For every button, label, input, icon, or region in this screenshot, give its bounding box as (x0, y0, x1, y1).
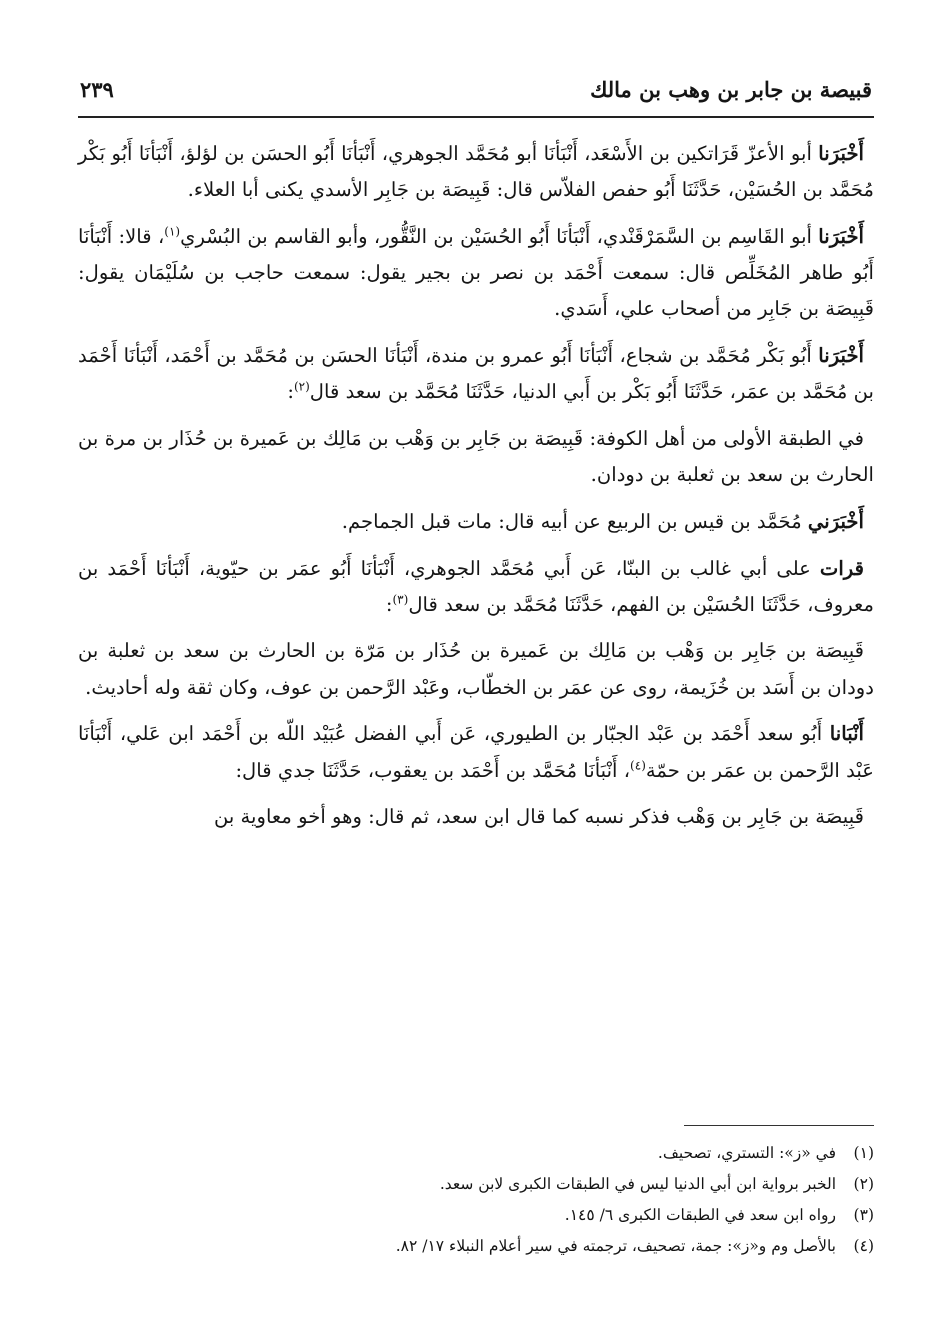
paragraph-lead-word: أَخْبَرَنا (818, 224, 864, 248)
paragraph (78, 136, 874, 208)
page-body (78, 136, 874, 846)
paragraph-lead-word: أَنْبَانا (829, 722, 864, 746)
footnote-ref[interactable]: (١) (164, 224, 181, 239)
footnote-text: في «ز»: التستري، تصحيف. (657, 1144, 836, 1162)
footnote-marker: (٢) (853, 1175, 874, 1193)
paragraph-tail: : (287, 380, 294, 404)
paragraph-lead-word: أَخْبَرَنا (818, 142, 864, 165)
paragraph-text: على أبي غالب بن البنّا، عَن أَبي مُحَمَّد الجوهري، أَنْبَأنَا أَبُو عمَر بن حيّوية، أَنْبَأنَا أَحْمَد بن معروف، حَدَّثَنَا الحُسَيْن بن الفهم، حَدَّثَنَا مُحَمَّد بن سعد قال (78, 556, 874, 616)
footnote-ref[interactable]: (٢) (293, 379, 310, 394)
footnote-marker: (٤) (853, 1237, 874, 1255)
paragraph (78, 421, 874, 493)
paragraph-text: أبو القَاسِم بن السَّمَرْقَنْدي، أَنْبَأنَا أَبُو الحُسَيْن بن النَّقُّور، وأبو القاسم بن البُسْري (180, 224, 819, 248)
paragraph (78, 716, 874, 788)
paragraph-text: أبو الأعزّ قَرَاتكين بن الأَسْعَد، أَنْبَأنَا أبو مُحَمَّد الجوهري، أَنْبَأنَا أَبُو الحسَن بن لؤلؤ، أَنْبَأنَا أَبُو بَكْر مُحَمَّد بن الحُسَيْن، حَدَّثَنَا أَبُو حفص الفلاّس قال: قَبِيصَة بن جَابِر الأسدي يكنى أبا العلاء. (78, 142, 874, 202)
footnotes (80, 1138, 874, 1262)
footnote-text: رواه ابن سعد في الطبقات الكبرى ٦/ ١٤٥. (564, 1206, 836, 1224)
running-title: قبيصة بن جابر بن وهب بن مالك (590, 76, 872, 102)
paragraph-tail: : (385, 592, 393, 616)
paragraph-lead-word: قرات (819, 556, 864, 580)
footnote (80, 1200, 874, 1231)
page-header (80, 70, 872, 108)
footnote (80, 1138, 874, 1169)
paragraph-tail: ، أَنْبَأنَا مُحَمَّد بن أَحْمَد بن يعقوب، حَدَّثَنَا جدي قال: (235, 758, 631, 782)
footnote-ref[interactable]: (٣) (392, 592, 409, 607)
header-divider (78, 116, 874, 118)
footnote-ref[interactable]: (٤) (630, 758, 646, 773)
paragraph-text: قَبِيصَة بن جَابِر بن وَهْب بن مَالِك بن عَميرة بن حُذَار بن مَرّة بن الحارث بن سعد بن ثعلبة بن دودان بن أَسَد بن خُزَيمة، روى عن عمَر بن الخطّاب، وعَبْد الرَّحمن بن عوف، وكان ثقة وله أحاديث. (78, 639, 874, 699)
paragraph-text: في الطبقة الأولى من أهل الكوفة: قَبِيصَة بن جَابِر بن وَهْب بن مَالِك بن عَميرة بن حُذَار بن مرة بن الحارث بن سعد بن ثعلبة بن دودان. (78, 426, 874, 487)
footnote-marker: (٣) (853, 1206, 874, 1224)
page-number: ٢٣٩ (80, 76, 114, 102)
footnote-text: الخبر برواية ابن أبي الدنيا ليس في الطبقات الكبرى لابن سعد. (439, 1175, 836, 1193)
footnote (80, 1169, 874, 1200)
paragraph-lead-word: أَخْبَرَنا (818, 344, 864, 368)
paragraph (78, 799, 874, 835)
footnote-marker: (١) (853, 1144, 874, 1162)
paragraph-text: أَبُو بَكْر مُحَمَّد بن شجاع، أَنْبَأنَا أَبُو عمرو بن مندة، أَنْبَأنَا الحسَن بن مُحَمَّد بن أَحْمَد، أَنْبَأنَا أَحْمَد بن مُحَمَّد بن عمَر، حَدَّثَنَا أَبُو بَكْر بن أَبي الدنيا، حَدَّثَنَا مُحَمَّد بن سعد قال (78, 344, 874, 404)
paragraph (78, 504, 874, 540)
paragraph (78, 219, 874, 328)
paragraph-tail: ، قالا: أَنْبَأنَا أَبُو طاهر المُخَلِّص قال: سمعت أَحْمَد بن نصر بن بجير يقول: سمعت حاجب بن سُلَيْمَان يقول: قَبِيصَة بن جَابِر من أصحاب علي، أَسَدي. (78, 224, 874, 321)
footnote (80, 1231, 874, 1262)
paragraph (78, 633, 874, 705)
paragraph-text: مُحَمَّد بن قيس بن الربيع عن أبيه قال: مات قبل الجماجم. (341, 509, 808, 533)
paragraph (78, 338, 874, 410)
paragraph (78, 551, 874, 623)
footnote-divider (684, 1125, 874, 1126)
paragraph-text: قَبِيصَة بن جَابِر بن وَهْب فذكر نسبه كما قال ابن سعد، ثم قال: وهو أخو معاوية بن (213, 805, 864, 829)
paragraph-lead-word: أَخْبَرَني (807, 509, 864, 533)
paragraph-text: أَبُو سعد أَحْمَد بن عَبْد الجبّار بن الطيوري، عَن أَبي الفضل عُبَيْد اللّه بن أَحْمَد ابن عَلي، أَنْبَأنَا عَبْد الرَّحمن بن عمَر بن حمّة (78, 722, 874, 782)
footnote-text: بالأصل وم و«ز»: جمة، تصحيف، ترجمته في سير أعلام النبلاء ١٧/ ٨٢. (395, 1237, 836, 1255)
